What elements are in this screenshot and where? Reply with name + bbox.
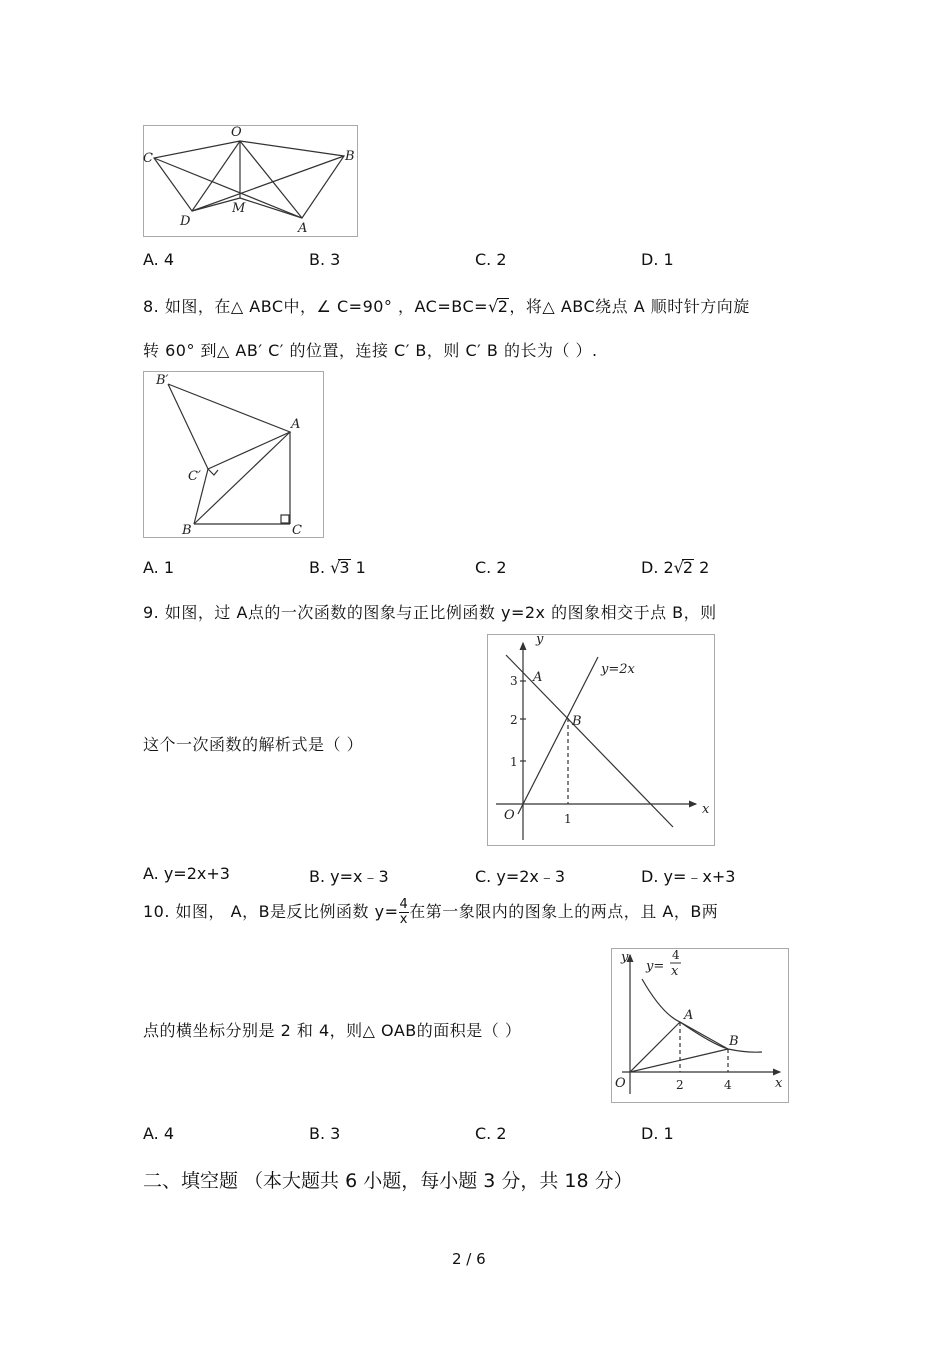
q8-line-1 bbox=[143, 294, 750, 317]
q8-option-b-suffix: 1 bbox=[350, 558, 366, 577]
q8-option-b bbox=[309, 558, 366, 577]
q7-option-c: C. 2 bbox=[475, 250, 507, 269]
q7-option-b: B. 3 bbox=[309, 250, 341, 269]
q8-label-c: C bbox=[292, 523, 302, 538]
section-heading: 二、填空题 （本大题共 6 小题，每小题 3 分，共 18 分） bbox=[143, 1170, 633, 1192]
q10-figure bbox=[611, 948, 789, 1103]
q7-label-c: C bbox=[143, 151, 153, 166]
q10-tick-x-2: 2 bbox=[676, 1078, 684, 1092]
q9-label-x-axis: x bbox=[702, 802, 710, 817]
q7-label-b: B bbox=[345, 149, 355, 164]
q8-label-b-prime: B′ bbox=[156, 373, 169, 388]
q8-option-d-sqrt: 2 bbox=[682, 558, 694, 577]
q7-label-o: O bbox=[231, 125, 242, 140]
q10-label-curve-den: x bbox=[671, 964, 679, 979]
q9-label-origin: O bbox=[504, 808, 515, 823]
q7-figure bbox=[143, 125, 358, 237]
q8-text-b: ，将△ ABC绕点 A 顺时针方向旋 bbox=[509, 297, 750, 316]
page-number: 2 / 6 bbox=[452, 1250, 486, 1268]
q10-label-a: A bbox=[684, 1008, 694, 1023]
q9-label-b: B bbox=[572, 714, 582, 729]
q8-option-d bbox=[641, 558, 709, 577]
q9-line-1: 9. 如图，过 A点的一次函数的图象与正比例函数 y=2x 的图象相交于点 B，则 bbox=[143, 603, 717, 622]
q9-tick-1: 1 bbox=[510, 755, 518, 769]
q9-label-y-axis: y bbox=[536, 632, 544, 647]
q9-tick-2: 2 bbox=[510, 713, 518, 727]
q9-tick-x-1: 1 bbox=[564, 812, 572, 826]
q9-option-c: C. y=2x﹣3 bbox=[475, 867, 566, 886]
q7-option-a: A. 4 bbox=[143, 250, 175, 269]
q9-option-a: A. y=2x+3 bbox=[143, 864, 230, 883]
q10-label-y-axis: y bbox=[621, 950, 629, 965]
q10-label-origin: O bbox=[615, 1076, 626, 1091]
q9-line-2: 这个一次函数的解析式是（ ） bbox=[143, 735, 364, 754]
q10-tick-x-4: 4 bbox=[724, 1078, 732, 1092]
q10-option-d: D. 1 bbox=[641, 1124, 674, 1143]
q8-sqrt-value: 2 bbox=[497, 297, 509, 316]
q10-option-c: C. 2 bbox=[475, 1124, 507, 1143]
q10-fraction bbox=[399, 898, 410, 927]
q8-option-c: C. 2 bbox=[475, 558, 507, 577]
q10-label-curve-num: 4 bbox=[672, 948, 680, 962]
q8-option-b-prefix: B. bbox=[309, 558, 331, 577]
sqrt-symbol: √ bbox=[673, 558, 684, 577]
q7-label-d: D bbox=[180, 214, 191, 229]
q8-option-b-sqrt: 3 bbox=[339, 558, 350, 577]
q9-tick-3: 3 bbox=[510, 674, 518, 688]
q8-label-c-prime: C′ bbox=[188, 469, 201, 484]
q8-text-a: 8. 如图，在△ ABC中，∠ C=90° ，AC=BC= bbox=[143, 297, 489, 316]
q9-option-b: B. y=x﹣3 bbox=[309, 867, 389, 886]
q10-line-1 bbox=[143, 898, 718, 927]
q7-label-m: M bbox=[232, 201, 246, 216]
q8-option-d-suffix: 2 bbox=[694, 558, 710, 577]
q8-label-a: A bbox=[291, 417, 301, 432]
sqrt-symbol: √ bbox=[488, 297, 499, 316]
q10-frac-num: 4 bbox=[399, 897, 409, 912]
q8-label-b: B bbox=[182, 523, 192, 538]
q9-label-a: A bbox=[533, 670, 543, 685]
q10-label-b: B bbox=[729, 1034, 739, 1049]
q9-option-d: D. y=﹣x+3 bbox=[641, 867, 736, 886]
q7-option-d: D. 1 bbox=[641, 250, 674, 269]
q9-label-line-2x: y=2x bbox=[601, 662, 635, 677]
q10-option-a: A. 4 bbox=[143, 1124, 175, 1143]
q10-text-b: 在第一象限内的图象上的两点，且 A，B两 bbox=[409, 902, 719, 921]
q10-label-curve: y= bbox=[646, 959, 665, 974]
q8-figure bbox=[143, 371, 324, 538]
q10-frac-den: x bbox=[399, 912, 408, 927]
q10-label-x-axis: x bbox=[775, 1076, 783, 1091]
q8-option-d-prefix: D. 2 bbox=[641, 558, 674, 577]
q10-text-a: 10. 如图， A，B是反比例函数 y= bbox=[143, 902, 399, 921]
sqrt-symbol: √ bbox=[330, 558, 341, 577]
q8-option-a: A. 1 bbox=[143, 558, 175, 577]
q10-option-b: B. 3 bbox=[309, 1124, 341, 1143]
q9-figure bbox=[487, 634, 715, 846]
q8-line-2: 转 60° 到△ AB′ C′ 的位置，连接 C′ B，则 C′ B 的长为（ ）. bbox=[143, 341, 598, 360]
q10-line-2: 点的横坐标分别是 2 和 4，则△ OAB的面积是（ ） bbox=[143, 1021, 522, 1040]
q7-label-a: A bbox=[298, 221, 308, 236]
